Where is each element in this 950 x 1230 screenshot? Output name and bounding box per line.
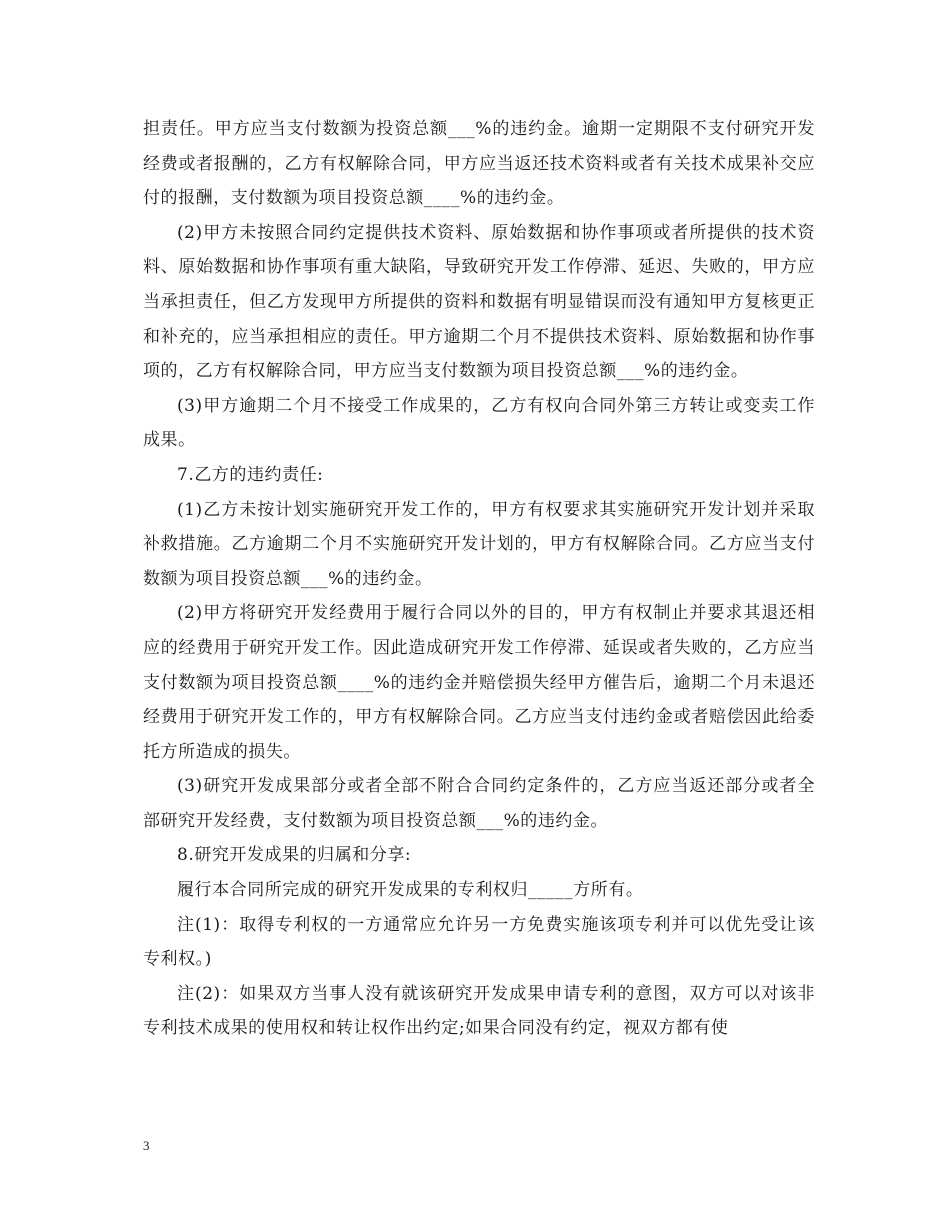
paragraph-5: (1)乙方未按计划实施研究开发工作的，甲方有权要求其实施研究开发计划并采取补救措施。乙方逾期二个月不实施研究开发计划的，甲方有权解除合同。乙方应当支付数额为项目投资总额___%的违约金。: [143, 499, 815, 589]
section-heading-7: 7.乙方的违约责任:: [177, 464, 324, 485]
page-number: 3: [143, 1138, 150, 1153]
paragraph-9: 履行本合同所完成的研究开发成果的专利权归_____方所有。: [177, 880, 644, 901]
paragraph-6: (2)甲方将研究开发经费用于履行合同以外的目的，甲方有权制止并要求其退还相应的经费用于研究开发工作。因此造成研究开发工作停滞、延误或者失败的，乙方应当支付数额为项目投资总额____%的违约金并赔偿损失经甲方催告后，逾期二个月未退还经费用于研究开发工作的，甲方有权解除合同。乙方应当支付违约金或者赔偿因此给委托方所造成的损失。: [143, 603, 815, 762]
paragraph-1: 担责任。甲方应当支付数额为投资总额___%的违约金。逾期一定期限不支付研究开发经费或者报酬的，乙方有权解除合同，甲方应当返还技术资料或者有关技术成果补交应付的报酬，支付数额为项目投资总额____%的违约金。: [143, 119, 815, 209]
note-2: 注(2)：如果双方当事人没有就该研究开发成果申请专利的意图，双方可以对该非专利技术成果的使用权和转让权作出约定;如果合同没有约定，视双方都有使: [143, 983, 815, 1039]
section-heading-8: 8.研究开发成果的归属和分享:: [177, 845, 412, 866]
paragraph-7: (3)研究开发成果部分或者全部不附合合同约定条件的，乙方应当返还部分或者全部研究开发经费，支付数额为项目投资总额___%的违约金。: [143, 776, 815, 831]
paragraph-3: (3)甲方逾期二个月不接受工作成果的，乙方有权向合同外第三方转让或变卖工作成果。: [143, 395, 815, 451]
note-1: 注(1)：取得专利权的一方通常应允许另一方免费实施该项专利并可以优先受让该专利权。): [143, 914, 815, 970]
document-body: [143, 112, 815, 1046]
paragraph-2: (2)甲方未按照合同约定提供技术资料、原始数据和协作事项或者所提供的技术资料、原始数据和协作事项有重大缺陷，导致研究开发工作停滞、延迟、失败的，甲方应当承担责任，但乙方发现甲方所提供的资料和数据有明显错误而没有通知甲方复核更正和补充的，应当承担相应的责任。甲方逾期二个月不提供技术资料、原始数据和协作事项的，乙方有权解除合同，甲方应当支付数额为项目投资总额___%的违约金。: [143, 222, 815, 382]
